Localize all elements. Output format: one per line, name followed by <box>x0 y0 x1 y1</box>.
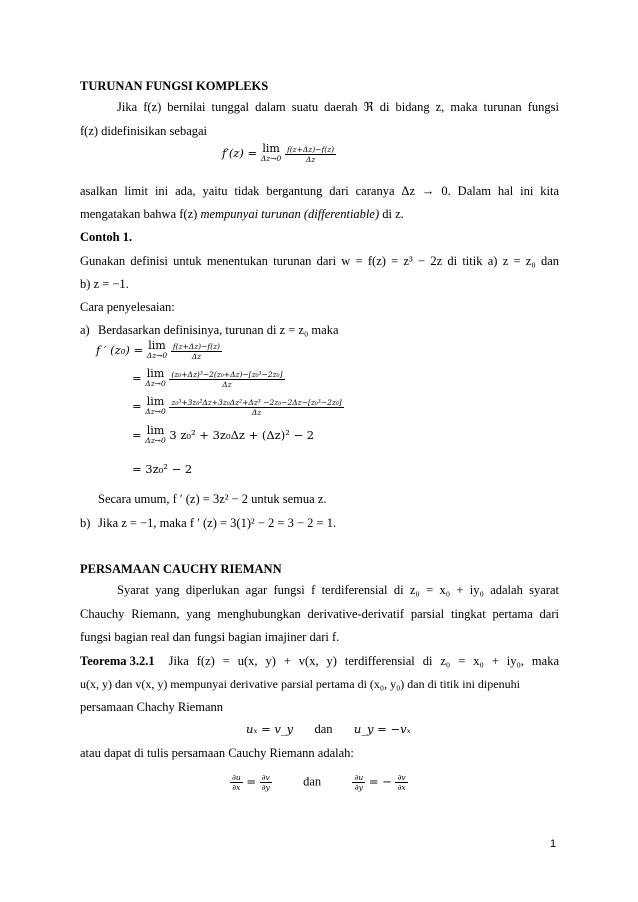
cauchy-riemann-equation-1 <box>246 722 411 737</box>
section-title-turunan: TURUNAN FUNGSI KOMPLEKS <box>80 79 269 93</box>
equals-sign: = <box>132 428 142 442</box>
definition-fraction <box>285 145 336 164</box>
limit-sub: Δz→0 <box>145 436 166 445</box>
row-2-limit <box>145 369 165 389</box>
fraction-denominator: ∂y <box>354 783 363 792</box>
paragraph-3-line-2: b) z = −1. <box>80 277 129 291</box>
row-2-fraction <box>169 370 284 389</box>
definition-limit <box>261 144 281 164</box>
paragraph-2-line-2 <box>80 207 404 222</box>
general-summary: Secara umum, f ′ (z) = 3z² − 2 untuk semua z. <box>98 492 327 506</box>
derivation-row-3 <box>132 397 344 417</box>
paragraph-4-line-2: Chauchy Riemann, yang menghubungkan derivative-derivatif parsial tingkat pertama dari <box>80 607 559 621</box>
page-number: 1 <box>550 838 557 850</box>
theorem-line-3: persamaan Chachy Riemann <box>80 700 224 714</box>
part-a-label: a) <box>80 323 90 337</box>
part-b-label: b) <box>80 516 91 530</box>
limit-text: lim <box>146 367 165 380</box>
theorem-label: Teorema 3.2.1 <box>80 654 155 668</box>
fraction-numerator: ∂u <box>354 773 364 782</box>
row-3-limit <box>145 397 165 417</box>
row-4-expression: 3 z₀² + 3z₀Δz + (Δz)² − 2 <box>169 428 315 442</box>
section-title-cauchy-riemann: PERSAMAAN CAUCHY RIEMANN <box>80 562 282 576</box>
definition-lhs: f′(z) = <box>222 146 261 160</box>
part-a-text: Berdasarkan definisinya, turunan di z = z₀ maka <box>98 323 339 337</box>
fraction-numerator: f(z+Δz)−f(z) <box>286 144 335 154</box>
partial-v-x <box>395 773 407 792</box>
fraction-numerator: ∂v <box>397 773 406 782</box>
row-1-limit <box>147 341 167 361</box>
partial-u-y <box>352 773 365 792</box>
limit-text: lim <box>146 395 165 408</box>
limit-sub: Δz→0 <box>145 407 166 416</box>
fraction-numerator: ∂v <box>261 773 270 782</box>
dan-text: dan <box>314 722 333 736</box>
fraction-numerator: (z₀+Δz)³−2(z₀+Δz)−[z₀³−2z₀] <box>171 369 283 379</box>
partial-v-y <box>260 773 272 792</box>
text-segment: mengatakan bahwa f(z) <box>80 207 201 221</box>
theorem-line-2: u(x, y) dan v(x, y) mempunyai derivative parsial pertama di (x₀, y₀) dan di titik ini dipenuhi <box>80 677 520 691</box>
derivation-row-2 <box>132 369 285 389</box>
limit-text: lim <box>148 339 166 352</box>
fraction-numerator: f(z+Δz)−f(z) <box>172 341 220 351</box>
paragraph-3-line-1: Gunakan definisi untuk menentukan turunan dari w = f(z) = z³ − 2z di titik a) z = z₀ dan <box>80 254 559 268</box>
paragraph-1-line-2: f(z) didefinisikan sebagai <box>80 124 208 138</box>
row-4-limit <box>145 426 165 446</box>
solution-heading: Cara penyelesaian: <box>80 300 175 314</box>
fraction-denominator: Δz <box>251 407 262 417</box>
limit-sub: Δz→0 <box>146 351 168 360</box>
dan-text: dan <box>303 774 322 789</box>
fraction-denominator: ∂x <box>232 783 241 792</box>
equals-sign: = <box>246 774 257 789</box>
fraction-denominator: Δz <box>191 351 202 361</box>
limit-text: lim <box>146 424 165 437</box>
limit-sub: Δz→0 <box>145 379 166 388</box>
equals-minus-sign: = − <box>368 774 392 789</box>
row-3-fraction <box>169 398 343 417</box>
fraction-denominator: ∂y <box>261 783 270 792</box>
equals-sign: = <box>132 371 142 385</box>
paragraph-4-line-3: fungsi bagian real dan fungsi bagian imajiner dari f. <box>80 630 340 644</box>
italic-term: mempunyai turunan (differentiable) <box>200 207 380 221</box>
part-b-text: Jika z = −1, maka f ′ (z) = 3(1)² − 2 = 3 − 2 = 1. <box>98 516 337 530</box>
theorem-line-1 <box>80 654 559 669</box>
paragraph-1-line-1: Jika f(z) bernilai tunggal dalam suatu daerah ℜ di bidang z, maka turunan fungsi <box>117 100 559 114</box>
limit-sub: Δz→0 <box>260 154 282 163</box>
row-1-fraction <box>171 342 222 361</box>
fraction-numerator: z₀³+3z₀²Δz+3z₀Δz²+Δz³ −2z₀−2Δz−[z₀³−2z₀] <box>171 397 342 407</box>
definition-equation <box>222 144 336 164</box>
paragraph-2-line-1: asalkan limit ini ada, yaitu tidak bergantung dari caranya Δz → 0. Dalam hal ini kita <box>80 184 559 198</box>
paragraph-5: atau dapat di tulis persamaan Cauchy Riemann adalah: <box>80 746 354 760</box>
derivation-row-1 <box>96 341 222 361</box>
derivation-row-4 <box>132 426 314 446</box>
fraction-numerator: ∂u <box>232 773 241 782</box>
partial-u-x <box>230 773 243 792</box>
example-heading: Contoh 1. <box>80 230 133 244</box>
fraction-denominator: Δz <box>222 379 232 389</box>
derivation-lhs: f ′ (z₀) = <box>96 343 147 357</box>
fraction-denominator: Δz <box>305 154 316 164</box>
fraction-denominator: ∂x <box>397 783 406 792</box>
text-segment: di z. <box>379 207 404 221</box>
equals-sign: = <box>132 399 142 413</box>
paragraph-4-line-1: Syarat yang diperlukan agar fungsi f terdiferensial di z₀ = x₀ + iy₀ adalah syarat <box>117 583 559 597</box>
cr-right: u_y = −vₓ <box>353 722 411 736</box>
theorem-text: Jika f(z) = u(x, y) + v(x, y) terdifferensial di z₀ = x₀ + iy₀, maka <box>168 654 559 668</box>
cauchy-riemann-equation-2 <box>230 773 408 792</box>
cr-left: uₓ = v_y <box>246 722 294 736</box>
limit-text: lim <box>262 142 280 155</box>
derivation-row-5: = 3z₀² − 2 <box>132 462 193 476</box>
